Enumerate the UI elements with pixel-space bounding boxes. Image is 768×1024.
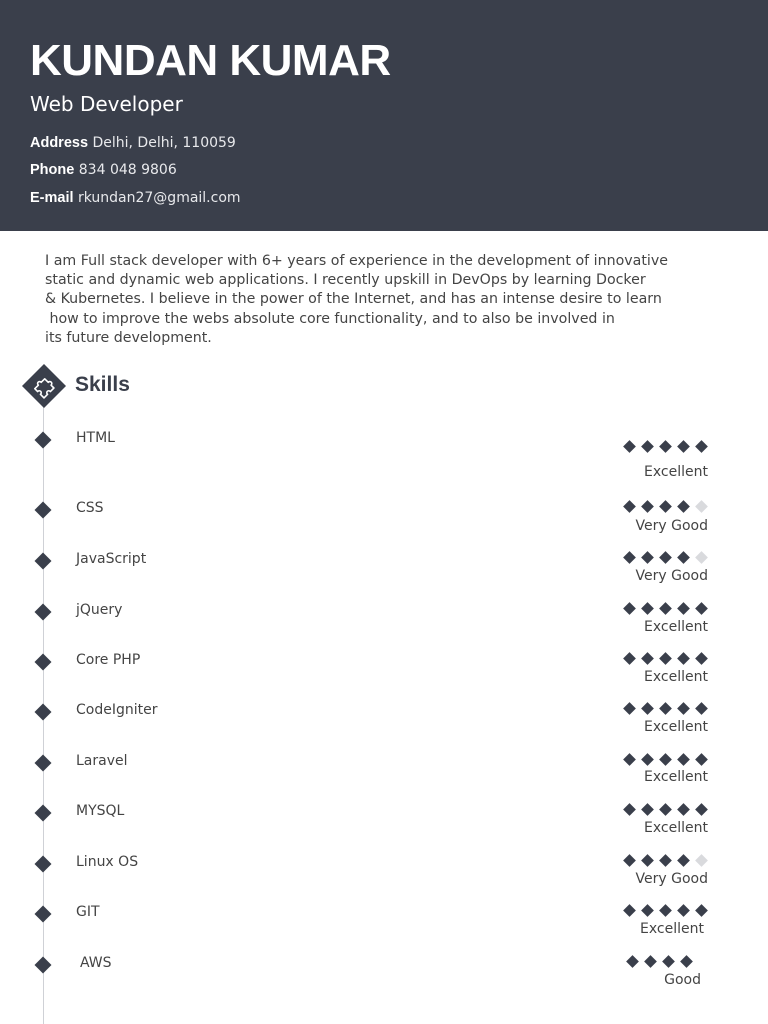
rating-filled-icon (695, 440, 708, 453)
skill-name: AWS (80, 955, 112, 971)
rating-filled-icon (641, 500, 654, 513)
timeline-bullet-icon (35, 704, 52, 721)
skill-name: JavaScript (76, 551, 147, 567)
skill-name: CSS (76, 500, 104, 516)
skill-row (0, 500, 768, 540)
rating-filled-icon (695, 753, 708, 766)
summary-line: I am Full stack developer with 6+ years of experience in the development of innovative (45, 253, 668, 269)
skill-row (0, 803, 768, 843)
rating-filled-icon (677, 652, 690, 665)
timeline-bullet-icon (35, 432, 52, 449)
timeline-bullet-icon (35, 553, 52, 570)
skill-row (0, 652, 768, 692)
summary-line: static and dynamic web applications. I recently upskill in DevOps by learning Docker (45, 272, 646, 289)
rating-filled-icon (641, 753, 654, 766)
rating-filled-icon (641, 854, 654, 867)
rating-filled-icon (623, 904, 636, 917)
skill-level: Very Good (635, 568, 708, 584)
rating-filled-icon (641, 652, 654, 665)
skill-name: MYSQL (76, 803, 125, 819)
rating-filled-icon (623, 602, 636, 615)
rating-filled-icon (644, 955, 657, 968)
skill-row (0, 904, 768, 944)
rating-filled-icon (641, 551, 654, 564)
rating-filled-icon (641, 440, 654, 453)
rating-filled-icon (695, 602, 708, 615)
puzzle-icon (22, 364, 66, 408)
skill-rating (622, 553, 722, 567)
contact-address-value: Delhi, Delhi, 110059 (92, 135, 236, 151)
timeline-bullet-icon (35, 755, 52, 772)
skill-name: Laravel (76, 753, 128, 769)
contact-address (30, 135, 236, 151)
summary-line: how to improve the webs absolute core functionality, and to also be involved in (45, 310, 615, 327)
skill-level: Excellent (644, 464, 708, 480)
contact-phone (30, 162, 177, 178)
rating-filled-icon (659, 702, 672, 715)
profile-summary (45, 252, 705, 348)
summary-line: & Kubernetes. I believe in the power of the Internet, and has an intense desire to learn (45, 291, 662, 308)
rating-filled-icon (680, 955, 693, 968)
rating-filled-icon (641, 803, 654, 816)
skill-level: Excellent (644, 719, 708, 735)
contact-phone-label: Phone (30, 162, 75, 178)
skill-level: Good (664, 972, 701, 988)
skills-section-badge (22, 364, 66, 408)
rating-filled-icon (623, 702, 636, 715)
skill-rating (622, 957, 722, 971)
timeline-bullet-icon (35, 654, 52, 671)
rating-filled-icon (659, 904, 672, 917)
rating-filled-icon (677, 904, 690, 917)
skill-name: HTML (76, 430, 115, 446)
skill-row (0, 430, 768, 480)
rating-filled-icon (677, 702, 690, 715)
rating-filled-icon (659, 854, 672, 867)
rating-filled-icon (623, 551, 636, 564)
skill-rating (622, 654, 722, 668)
skill-row (0, 702, 768, 742)
skill-rating (622, 906, 722, 920)
timeline-bullet-icon (35, 604, 52, 621)
rating-filled-icon (623, 854, 636, 867)
skill-rating (622, 755, 722, 769)
skill-name: CodeIgniter (76, 702, 158, 718)
skill-row (0, 753, 768, 793)
skill-rating (622, 604, 722, 618)
skill-level: Excellent (644, 619, 708, 635)
rating-filled-icon (659, 803, 672, 816)
rating-filled-icon (677, 753, 690, 766)
skill-level: Very Good (635, 518, 708, 534)
rating-empty-icon (695, 854, 708, 867)
rating-filled-icon (662, 955, 675, 968)
rating-filled-icon (626, 955, 639, 968)
skill-level: Excellent (644, 820, 708, 836)
skill-level: Excellent (644, 669, 708, 685)
resume-header (0, 0, 768, 231)
timeline-bullet-icon (35, 805, 52, 822)
rating-filled-icon (677, 500, 690, 513)
skill-rating (622, 502, 722, 516)
rating-filled-icon (623, 440, 636, 453)
skill-row (0, 551, 768, 591)
contact-email-label: E-mail (30, 190, 74, 206)
rating-filled-icon (659, 440, 672, 453)
contact-email-value[interactable]: rkundan27@gmail.com (77, 190, 241, 206)
rating-empty-icon (695, 551, 708, 564)
skill-name: GIT (76, 904, 100, 920)
contact-address-label: Address (30, 135, 89, 151)
skill-name: jQuery (76, 602, 123, 618)
rating-filled-icon (623, 753, 636, 766)
rating-filled-icon (659, 551, 672, 564)
timeline-bullet-icon (35, 502, 52, 519)
rating-empty-icon (695, 500, 708, 513)
skill-row (0, 854, 768, 894)
rating-filled-icon (623, 803, 636, 816)
job-title: Web Developer (30, 92, 183, 116)
skill-rating (622, 805, 722, 819)
skill-rating (622, 704, 722, 718)
contact-phone-value: 834 048 9806 (78, 162, 177, 178)
skill-level: Very Good (635, 871, 708, 887)
rating-filled-icon (677, 551, 690, 564)
rating-filled-icon (677, 602, 690, 615)
rating-filled-icon (677, 854, 690, 867)
rating-filled-icon (677, 803, 690, 816)
skill-name: Core PHP (76, 652, 141, 668)
timeline-bullet-icon (35, 906, 52, 923)
rating-filled-icon (677, 440, 690, 453)
rating-filled-icon (695, 904, 708, 917)
rating-filled-icon (623, 652, 636, 665)
skill-row (0, 955, 768, 995)
candidate-name: KUNDAN KUMAR (30, 36, 391, 85)
rating-filled-icon (659, 652, 672, 665)
skill-row (0, 602, 768, 642)
rating-filled-icon (623, 500, 636, 513)
rating-filled-icon (641, 904, 654, 917)
rating-filled-icon (659, 753, 672, 766)
contact-email (30, 190, 241, 206)
timeline-bullet-icon (35, 856, 52, 873)
rating-filled-icon (659, 500, 672, 513)
rating-filled-icon (695, 652, 708, 665)
rating-filled-icon (695, 803, 708, 816)
rating-filled-icon (641, 702, 654, 715)
skill-name: Linux OS (76, 854, 139, 870)
skill-level: Excellent (644, 769, 708, 785)
rating-filled-icon (659, 602, 672, 615)
skill-rating (622, 442, 722, 456)
timeline-bullet-icon (35, 957, 52, 974)
rating-filled-icon (641, 602, 654, 615)
skill-level: Excellent (640, 921, 704, 937)
rating-filled-icon (695, 702, 708, 715)
summary-line: its future development. (45, 329, 212, 346)
skills-heading: Skills (75, 373, 130, 396)
skill-rating (622, 856, 722, 870)
